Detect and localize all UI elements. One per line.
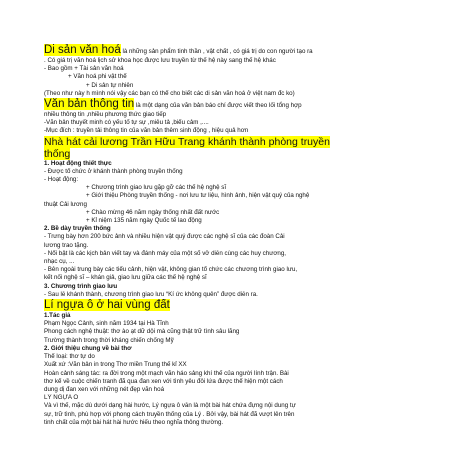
- s3-heading-1: 1. Hoạt động thiết thực: [44, 159, 112, 167]
- s3-h2-line: nhạc cụ, ...: [44, 258, 75, 266]
- s4-heading-2: 2. Giới thiệu chung về bài thơ: [44, 344, 132, 352]
- s3-heading-2: 2. Bề dày truyền thống: [44, 225, 111, 233]
- s4-h2-line: Thể loại: thơ tự do: [44, 353, 95, 361]
- s3-title: Nhà hát cải lương Trần Hữu Trang khánh thành phòng truyền: [44, 135, 330, 148]
- s3-h2-line: - Trưng bày hơn 200 bức ảnh và nhiều hiện vật quý được các nghệ sĩ của các đoàn Cải: [44, 233, 285, 241]
- s3-h2-line: - Bên ngoài trung bày các tiểu cảnh, hiện vật, không gian tổ chức các chương trình giao lưu,: [44, 266, 298, 274]
- s1-line: - Bao gồm + Tài sản văn hoá: [44, 65, 124, 73]
- s2-first-line: [44, 98, 409, 111]
- s1-line: (Theo như này h mình nói vậy các bạn có thể cho biết các di sản văn hoá ở việt nam đc ko): [44, 89, 295, 97]
- s3-h3-line: - Sau lễ khánh thành, chương trình giao lưu “Kí ức không quên” được diễn ra.: [44, 290, 258, 298]
- s4-h1-line: Phong cách nghệ thuật: thơ ào ạt dữ dội mà cũng thật trữ tình sâu lắng: [44, 328, 240, 336]
- s3-h1-line: + Kỉ niệm 135 năm ngày Quốc tế lao động: [86, 217, 202, 225]
- s1-line: + Di sản tự nhiên: [86, 81, 134, 89]
- s3-h1-line: thuật Cải lương: [44, 200, 87, 208]
- s4-h2-line: tinh chất của một bài hát hài hước hiếu theo nghĩa thông thường.: [44, 418, 224, 426]
- s2-intro: là một dạng của văn bản báo chí được viết theo lối tổng hợp: [134, 102, 302, 110]
- s2-line: nhiều thông tin ,nhiều phương thức giao tiếp: [44, 111, 167, 119]
- s4-h1-line: Phạm Ngọc Cảnh, sinh năm 1934 tại Hà Tĩnh: [44, 320, 169, 328]
- s2-line: -Mục đích : truyền tải thông tin của văn bản thêm sinh động , hiệu quả hơn: [44, 127, 249, 135]
- s4-h2-line: LÝ NGỰA Ô: [44, 394, 79, 402]
- s4-heading-1: 1.Tác giả: [44, 312, 71, 320]
- s1-line: . Có giá trị văn hoá lịch sử khoa học được lưu truyền từ thế hệ này sang thế hệ khác: [44, 57, 276, 64]
- s3-h2-line: lương trao tặng.: [44, 241, 89, 249]
- s2-title: Văn bản thông tin: [44, 98, 135, 111]
- s3-h1-line: + Chào mừng 46 năm ngày thống nhất đất nước: [86, 208, 220, 216]
- s1-first-line: [44, 44, 409, 57]
- s4-h2-line: sự, trữ tình, phù hợp với phong cách truyền thống của Lý . Bởi vậy, bài hát đã vượt lên trên: [44, 410, 295, 418]
- s1-line: + Văn hoá phi vật thể: [68, 73, 127, 81]
- s4-h2-line: dung dị đan xen với những nét đẹp văn hoá: [44, 385, 165, 393]
- s3-title-cont: thống: [44, 147, 71, 160]
- s4-h2-line: Hoàn cảnh sáng tác: ra đời trong một mạch văn háo sảng khí thế của người lính trận. Bài: [44, 369, 289, 377]
- s2-line: -Văn bản thuyết minh có yếu tố tự sự ,miêu tả ,biểu cảm ,....: [44, 119, 209, 127]
- s3-h1-line: + Chương trình giao lưu gặp gỡ các thế hệ nghệ sĩ: [86, 184, 227, 192]
- s3-h2-line: kết nối nghệ sĩ – khán giả, giao lưu giữa các thế hệ nghệ sĩ: [44, 274, 207, 282]
- s1-intro: là những sản phẩm tinh thần , vật chất , có giá trị do con người tạo ra: [120, 48, 313, 55]
- s4-h2-line: thơ kể về cuộc chiến tranh đã qua đan xen với tình yêu đôi lứa được thể hiện một cách: [44, 377, 283, 385]
- s4-h2-line: Xuất xứ :Văn bản in trong Thơ miền Trung thế kỉ XX: [44, 361, 187, 369]
- s4-h1-line: Trường thành trong thời kháng chiến chống Mỹ: [44, 336, 174, 344]
- s3-h1-line: - Hoạt động:: [44, 176, 79, 184]
- s3-heading-3: 3. Chương trình giao lưu: [44, 282, 118, 290]
- s3-h1-line: - Được tổ chức ở khánh thành phòng truyền thống: [44, 167, 183, 175]
- s4-title: Lí ngựa ô ở hai vùng đất: [44, 299, 170, 312]
- s1-title: Di sản văn hoá: [44, 44, 121, 56]
- s3-h2-line: - Nổi bật là các kịch bản viết tay và đánh máy của một số vở diễn cùng các huy chương,: [44, 249, 287, 257]
- s4-h2-line: Và vì thế, mặc dù dưới dạng hài hước, Lý ngựa ô vẫn là một bài hát chứa đựng nội dung tự: [44, 402, 296, 410]
- s3-h1-line: + Giới thiệu Phòng truyền thống - nơi lưu tư liệu, hình ảnh, hiện vật quý của nghệ: [86, 192, 310, 200]
